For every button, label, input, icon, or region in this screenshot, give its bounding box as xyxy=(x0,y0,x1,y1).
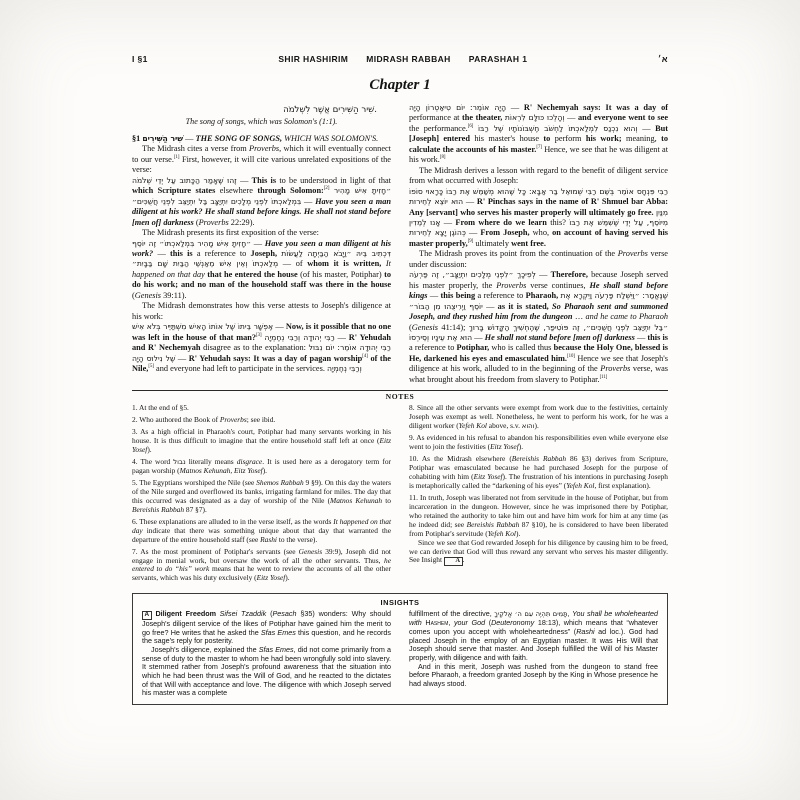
footnote: 5. The Egyptians worshiped the Nile (see Shemos Rabbah 9 §9). On this day the waters of the Nile surged and overflowed its banks, irrigating farmland for miles. The day that this occurred was designated as a day of worship of the Nile (Matnos Kehunah to Bereishis Rabbah 87 §7). xyxy=(132,477,391,514)
footnote: 2. Who authored the Book of Proverbs; see ibid. xyxy=(132,415,276,425)
footnote: 6. These explanations are alluded to in the verse itself, as the words It happened on that day indicate that there was something unique about that day that warranted the departure of the entire household staff (see Rashi to the verse). xyxy=(132,516,391,544)
body-paragraph: לְפִיכָךְ ״לִפְנֵי מְלָכִים יִתְיַצָּב״, זֶה פַּרְעֹה — Therefore, because Joseph served his master properly, the Proverbs verse continues, He shall stand before kings — this being a reference to Pharaoh, שֶׁנֶּאֱמַר: ״וַיִּשְׁלַח פַּרְעֹה וַיִּקְרָא אֶת יוֹסֵף וַיְרִיצֻהוּ מִן הַבּוֹר״ — as it is stated, So Pharaoh sent and summoned Joseph, and they rushed him from the dungeon … and he came to Pharaoh (Genesis 41:14); ״בַּל יִתְיַצֵּב לִפְנֵי חֲשֻׁכִּים״, זֶה פּוֹטִיפַר, שֶׁהֶחְשִׁיךְ הַקָּדוֹשׁ בָּרוּךְ הוּא אֶת עֵינָיו וְסֵירְסוֹ — He shall not stand before [men of] darkness — this is a reference to Potiphar, who is called thus because the Holy One, blessed is He, darkened his eyes and emasculated him.[10] Hence we see that Joseph's diligence at his work, alluded to in the beginning of the Proverbs verse, was what brought about his freedom from slavery to Potiphar.[11] xyxy=(409,270,669,384)
body-paragraph: §1 שִׁיר הַשִּׁירִים — THE SONG OF SONGS, WHICH WAS SOLOMON'S. xyxy=(132,134,379,144)
main-text xyxy=(132,103,668,385)
notes-right-column xyxy=(409,404,668,586)
footnote: 10. As the Midrash elsewhere (Bereishis Rabbah 86 §3) derives from Scripture, Potiphar was emasculated because he had purchased Joseph for the purpose of cohabiting with him (Eitz Yosef). The frustration of his intentions in purchasing Joseph is metaphorically called the “darkening of his eyes” (Yefeh Kol, first explanation). xyxy=(409,454,668,490)
body-paragraph: הָיָה אוֹמֵר: יוֹם טִיאַטְרוֹן הָיָה — R' Nechemyah says: It was a day of performance at the theater, וְהָלְכוּ כּוּלָּם לִרְאוֹת — and everyone went to see the performance.[6] וְהוּא נִכְנַס לִמְלַאכְתּוֹ לַחְשֹׁב חֶשְׁבּוֹנוֹתָיו שֶׁל רַבּוֹ — But [Joseph] entered his master's house to perform his work; meaning, to calculate the accounts of his master.[7] Hence, we see that he was diligent at his work.[8] xyxy=(409,103,669,165)
insight-paragraph: And in this merit, Joseph was rushed from the dungeon to stand free before Pharaoh, a freedom granted Joseph by the King in Whose presence he had always stood. xyxy=(409,661,658,688)
main-text-left-column xyxy=(132,103,391,385)
insight-paragraph: fulfillment of the directive, תָּמִים תִּהְיֶה עִם ה׳ אֱלֹקֶיךָ, You shall be wholehearted with Hashem, your God (Deuteronomy 18:13), which means that “whatever comes upon you accept with wholeheartedness” (Rashi ad loc.). God had placed Joseph in the employ of an Egyptian master. It was His Will that Joseph should serve that master. And Joseph fulfilled the Will of his Master properly, with diligence and with faith. xyxy=(409,609,659,662)
insight-paragraph: Joseph's diligence, explained the Sfas Emes, did not come primarily from a sense of duty to the master to whom he had been wrongfully sold into slavery. It stemmed rather from Joseph's profound awareness that the situation into which he had been thrust was the Will of God, and he reacted to the dictates of that Will with acceptance and love. The diligence with which Joseph served his master was a complete xyxy=(142,644,391,698)
section-marker: I §1 xyxy=(132,54,148,64)
footnote: Since we see that God rewarded Joseph for his diligence by causing him to be freed, we can derive that God will thus reward any servant who serves his master diligently. See Insight A . xyxy=(409,537,668,565)
insights-heading: INSIGHTS xyxy=(380,598,420,608)
body-paragraph: The Midrash proves its point from the continuation of the Proverbs verse under discussion: xyxy=(409,249,668,269)
body-paragraph: The Midrash presents its first exposition of the verse: xyxy=(142,228,319,238)
body-paragraph: רַבִּי פִּנְחָס אוֹמֵר בְּשֵׁם רַבִּי שְׁמוּאֵל בַּר אַבָּא: כָּל שֶׁהוּא מְשַׁמֵּשׁ אֶת רַבּוֹ כָּרָאוּי סוֹפוֹ הוּא יוֹצֵא לְחֵירוּת — R' Pinchas says in the name of R' Shmuel bar Abba: Any [servant] who serves his master properly will ultimately go free. מִנַּיִן אָנוּ לְמֵדִין — From where do we learn this? מִיּוֹסֵף, עַל יְדֵי שֶׁשִּׁמֵּשׁ אֶת רַבּוֹ כְּהוֹגֶן יָצָא לְחֵירוּת — From Joseph, who, on account of having served his master properly,[9] ultimately went free. xyxy=(409,186,669,248)
epigraph-hebrew: שִׁיר הַשִּׁירִים אֲשֶׁר לִשְׁלֹמֹה. xyxy=(283,105,377,115)
chapter-heading: Chapter 1 xyxy=(369,77,431,93)
left-column-paragraphs xyxy=(132,134,391,374)
footnote: 11. In truth, Joseph was liberated not from servitude in the house of Potiphar, but from incarceration in the dungeon. However, since he was imprisoned there by Potiphar, who retained the authority to take him out and have him work for him at any time (as he indeed did; see Bereishis Rabbah 87 §10), he is considered to have been liberated from Potiphar's servitude (Yefeh Kol). xyxy=(409,492,668,538)
body-paragraph: The Midrash cites a verse from Proverbs, which it will eventually connect to our verse.[1] First, however, it will cite various unrelated expositions of the verse: xyxy=(132,144,391,175)
footnote: 7. As the most prominent of Potiphar's servants (see Genesis 39:9), Joseph did not engage in menial work, but oversaw the work of all the other servants. Thus, he entered to do “his” work means that he went to review the accounts of all the other servants, which was his duty exclusively (Eitz Yosef). xyxy=(132,546,392,583)
insights-left-column xyxy=(142,610,391,697)
insights-right-column xyxy=(409,610,658,697)
footnote: 8. Since all the other servants were exempt from work due to the festivities, certainly Joseph was exempt as well. Nonetheless, he went to perform his work, for he was a diligent worker (Yefeh Kol above, s.v. והוא). xyxy=(409,403,668,431)
epigraph-translation: The song of songs, which was Solomon's (1:1). xyxy=(185,116,338,126)
running-title-parashah: PARASHAH 1 xyxy=(468,54,528,64)
notes-divider-rule xyxy=(132,390,668,391)
running-title-book: SHIR HASHIRIM xyxy=(278,54,349,64)
running-header xyxy=(132,54,668,64)
footnote: 9. As evidenced in his refusal to abandon his responsibilities even while everyone else went to join the festivities (Eitz Yosef). xyxy=(409,433,668,452)
body-paragraph: אֶפְשָׁר בֵּיתוֹ שֶׁל אוֹתוֹ הָאִישׁ מִשְׁתַּיֵּיר בְּלֹא אִישׁ — Now, is it possible that no one was left in the house of that man?[3] רַבִּי יְהוּדָה וְרַבִּי נְחֶמְיָה — R' Yehudah and R' Nechemyah disagree as to the explanation: רַבִּי יְהוּדָה אוֹמֵר: יוֹם נִבּוּל שֶׁל נִילוּס הָיָה — R' Yehudah says: It was a day of pagan worship[4] of the Nile,[5] and everyone had left to participate in the services. וְרַבִּי נְחֶמְיָה xyxy=(132,322,392,373)
main-text-right-column xyxy=(409,103,668,385)
footnote: 1. At the end of §5. xyxy=(132,403,189,413)
notes-left-column xyxy=(132,404,391,586)
notes-section xyxy=(132,404,668,586)
footnote: 4. The word נבול literally means disgrace. It is used here as a derogatory term for pagan worship (Matnos Kehunah, Eitz Yosef). xyxy=(132,457,391,475)
notes-heading: NOTES xyxy=(385,392,415,402)
insights-section xyxy=(142,610,658,697)
body-paragraph: ״חָזִיתָ אִישׁ מָהִיר בִּמְלַאכְתּוֹ״ זֶה יוֹסֵף — Have you seen a man diligent at his work? — this is a reference to Joseph, דִּכְתִיב בֵּיהּ ״וַיָּבֹא הַבַּיְתָה לַעֲשׂוֹת מְלַאכְתּוֹ וְאֵין אִישׁ מֵאַנְשֵׁי הַבַּיִת שָׁם בַּבָּיִת״ — of whom it is written, It happened on that day that he entered the house (of his master, Potiphar) to do his work; and no man of the household staff was there in the house (Genesis 39:11). xyxy=(132,238,392,300)
insight-paragraph: A Diligent Freedom Sifsei Tzaddik (Pesach §35) wonders: Why should Joseph's diligent service of the likes of Potiphar have gained him the merit to go free? He writes that he asked the Sfas Emes this question, and he records the sage's reply for posterity. xyxy=(142,609,392,646)
verse-epigraph xyxy=(132,105,391,127)
running-title xyxy=(278,54,527,64)
body-paragraph: The Midrash demonstrates how this verse attests to Joseph's diligence at his work: xyxy=(132,301,391,321)
body-paragraph: זֶהוּ שֶׁאָמַר הַכָּתוּב עַל יְדֵי שְׁלֹמֹה — This is to be understood in light of that which Scripture states elsewhere through Solomon:[2] ״חָזִיתָ אִישׁ מָהִיר בִּמְלַאכְתּוֹ לִפְנֵי מְלָכִים יִתְיַצָּב בַּל יִתְיַצֵּב לִפְנֵי חֲשֻׁכִּים״ — Have you seen a man diligent at his work? He shall stand before kings. He shall not stand before [men of] darkness (Proverbs 22:29). xyxy=(132,175,391,227)
folio-hebrew: א׳ xyxy=(657,54,668,64)
insights-box xyxy=(132,593,668,704)
footnote: 3. As a high official in Pharaoh's court, Potiphar had many servants working in his house. It is thus difficult to imagine that the entire household staff left at once (Eitz Yosef). xyxy=(132,427,391,455)
body-paragraph: The Midrash derives a lesson with regard to the benefit of diligent service from what occurred with Joseph: xyxy=(409,165,668,186)
running-title-work: MIDRASH RABBAH xyxy=(366,54,451,64)
